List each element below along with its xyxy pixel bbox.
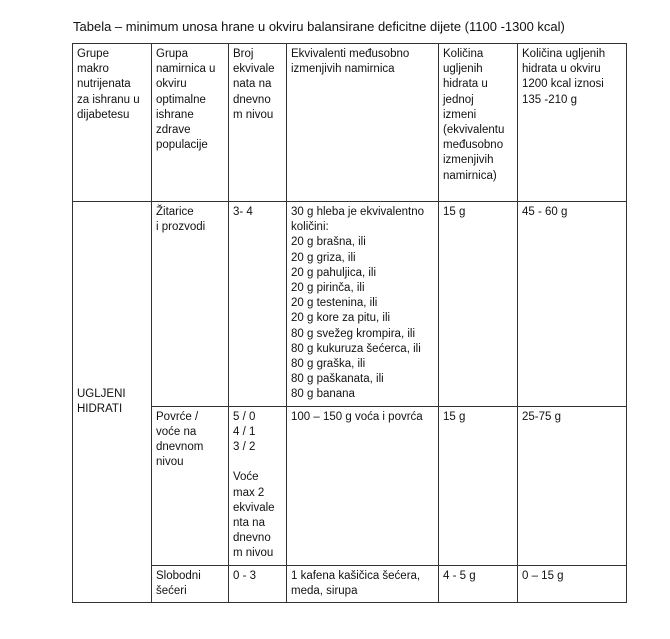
header-equivalents: Ekvivalenti međusobno izmenjivih namirnica xyxy=(287,44,439,202)
equivalents-cell: 1 kafena kašičica šećera, meda, sirupa xyxy=(287,565,439,602)
carbs-per-exchange-cell: 15 g xyxy=(439,406,518,565)
carbs-total-cell: 45 - 60 g xyxy=(518,202,627,407)
macro-group-cell: UGLJENI HIDRATI xyxy=(73,202,152,603)
header-carbs-total: Količina ugljenih hidrata u okviru 1200 kcal iznosi 135 -210 g xyxy=(518,44,627,202)
carbs-total-cell: 0 – 15 g xyxy=(518,565,627,602)
food-group-cell: Slobodni šećeri xyxy=(152,565,229,602)
food-group-cell: Žitarice i prozvodi xyxy=(152,202,229,407)
header-equivalent-count: Broj ekvivale nata na dnevno m nivou xyxy=(229,44,287,202)
carbs-per-exchange-cell: 4 - 5 g xyxy=(439,565,518,602)
equivalents-cell: 100 – 150 g voća i povrća xyxy=(287,406,439,565)
table-row xyxy=(73,406,627,565)
carbs-total-cell: 25-75 g xyxy=(518,406,627,565)
header-carbs-per-exchange: Količina ugljenih hidrata u jednoj izmeni (ekvivalentu međusobno izmenjivih namirnica) xyxy=(439,44,518,202)
equivalents-cell: 30 g hleba je ekvivalentno količini: 20 g brašna, ili 20 g griza, ili 20 g pahuljica, ili 20 g pirinča, ili 20 g testenina, ili 20 g kore za pitu, ili 80 g svežeg krompira, ili 80 g kukuruza šećerca, ili 80 g graška, ili 80 g paškanata, ili 80 g banana xyxy=(287,202,439,407)
table-row xyxy=(73,565,627,602)
carbs-per-exchange-cell: 15 g xyxy=(439,202,518,407)
header-macro-groups: Grupe makro nutrijenata za ishranu u dijabetesu xyxy=(73,44,152,202)
table-header-row xyxy=(73,44,627,202)
table-row xyxy=(73,202,627,407)
table-caption: Tabela – minimum unosa hrane u okviru balansirane deficitne dijete (1100 -1300 kcal) xyxy=(73,19,565,34)
equivalent-count-cell: 3- 4 xyxy=(229,202,287,407)
nutrition-table xyxy=(72,43,627,603)
food-group-cell: Povrće / voće na dnevnom nivou xyxy=(152,406,229,565)
header-food-group: Grupa namirnica u okviru optimalne ishrane zdrave populacije xyxy=(152,44,229,202)
equivalent-count-cell: 5 / 0 4 / 1 3 / 2 Voće max 2 ekvivale nta na dnevno m nivou xyxy=(229,406,287,565)
equivalent-count-cell: 0 - 3 xyxy=(229,565,287,602)
